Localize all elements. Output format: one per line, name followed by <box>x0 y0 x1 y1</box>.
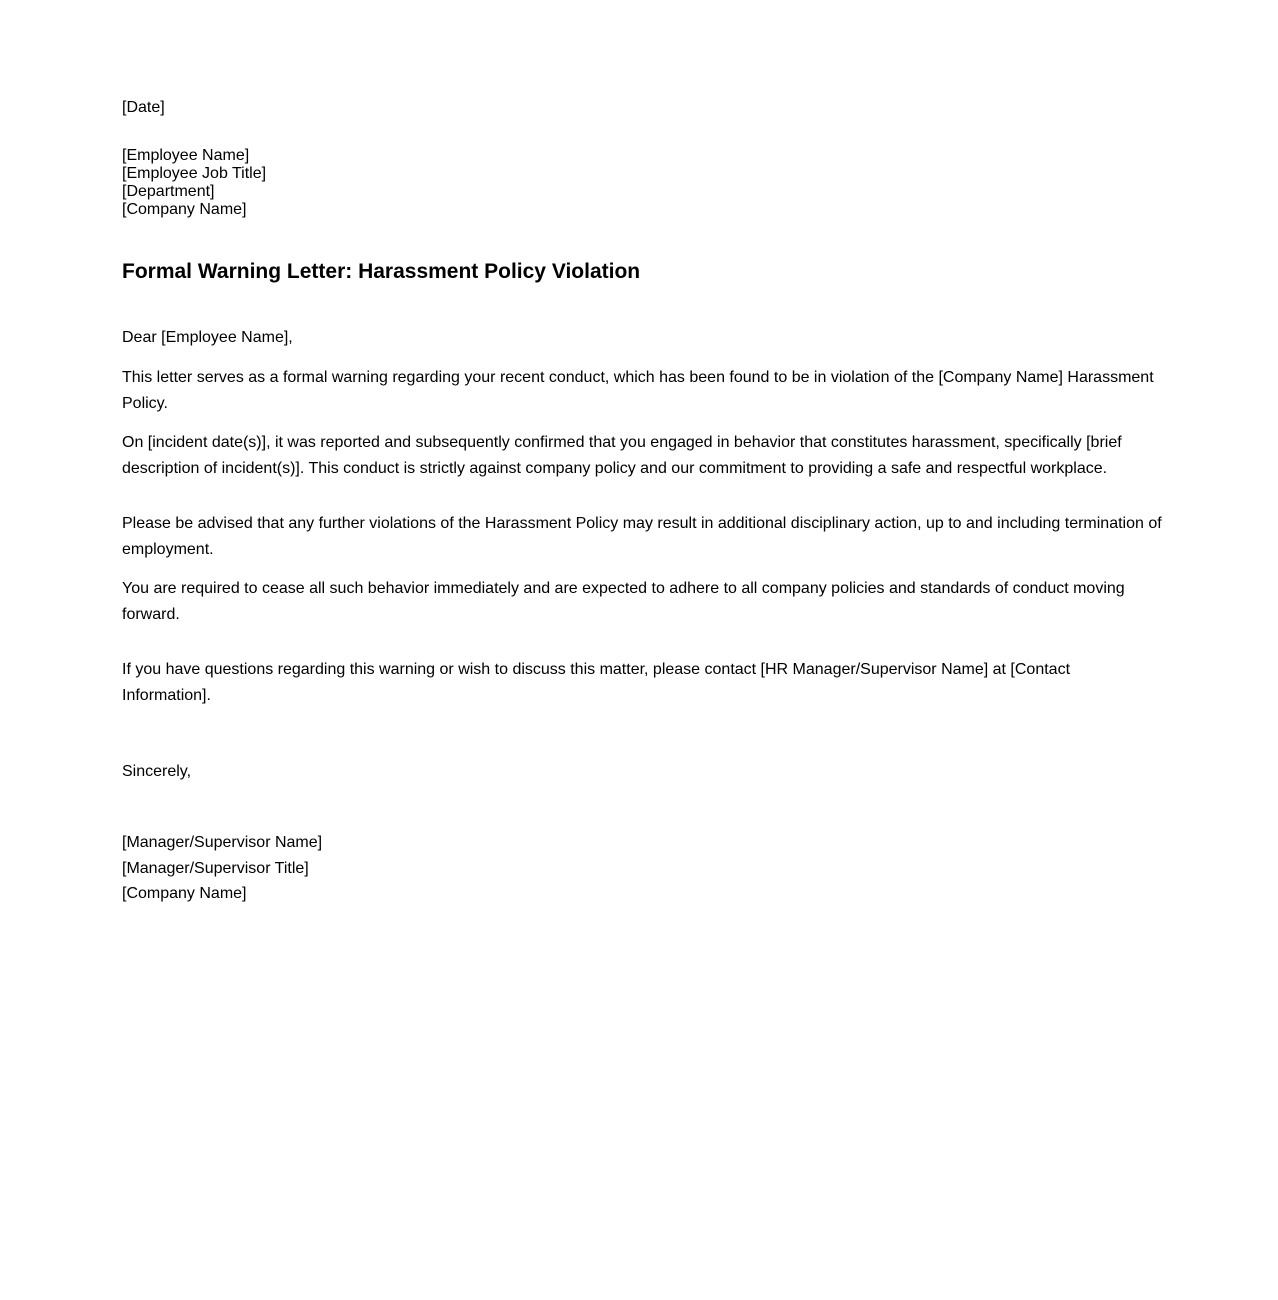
recipient-name: [Employee Name] <box>122 147 250 164</box>
salutation: Dear [Employee Name], <box>122 329 293 346</box>
signature-name: [Manager/Supervisor Name] <box>122 834 323 851</box>
paragraph-contact: If you have questions regarding this warning or wish to discuss this matter, please contact [HR Manager/Supervisor Name] at [Contact Information]. <box>122 661 1071 704</box>
recipient-job-title: [Employee Job Title] <box>122 165 267 182</box>
closing: Sincerely, <box>122 763 192 780</box>
letter-title: Formal Warning Letter: Harassment Policy Violation <box>122 260 641 283</box>
paragraph-requirements: You are required to cease all such behavior immediately and are expected to adhere to all company policies and standards of conduct moving forward. <box>122 580 1125 623</box>
signature-title: [Manager/Supervisor Title] <box>122 860 309 877</box>
letter-date: [Date] <box>122 99 165 116</box>
paragraph-warning: This letter serves as a formal warning regarding your recent conduct, which has been found to be in violation of the [Company Name] Harassment Policy. <box>122 369 1154 412</box>
recipient-company: [Company Name] <box>122 201 247 218</box>
paragraph-incident: On [incident date(s)], it was reported and subsequently confirmed that you engaged in behavior that constitutes harassment, specifically [brief description of incident(s)]. This conduct is strictly against company policy and our commitment to providing a safe and respectful workplace. <box>122 434 1122 477</box>
paragraph-consequences: Please be advised that any further violations of the Harassment Policy may result in additional disciplinary action, up to and including termination of employment. <box>122 515 1162 558</box>
signature-company: [Company Name] <box>122 885 247 902</box>
recipient-department: [Department] <box>122 183 215 200</box>
